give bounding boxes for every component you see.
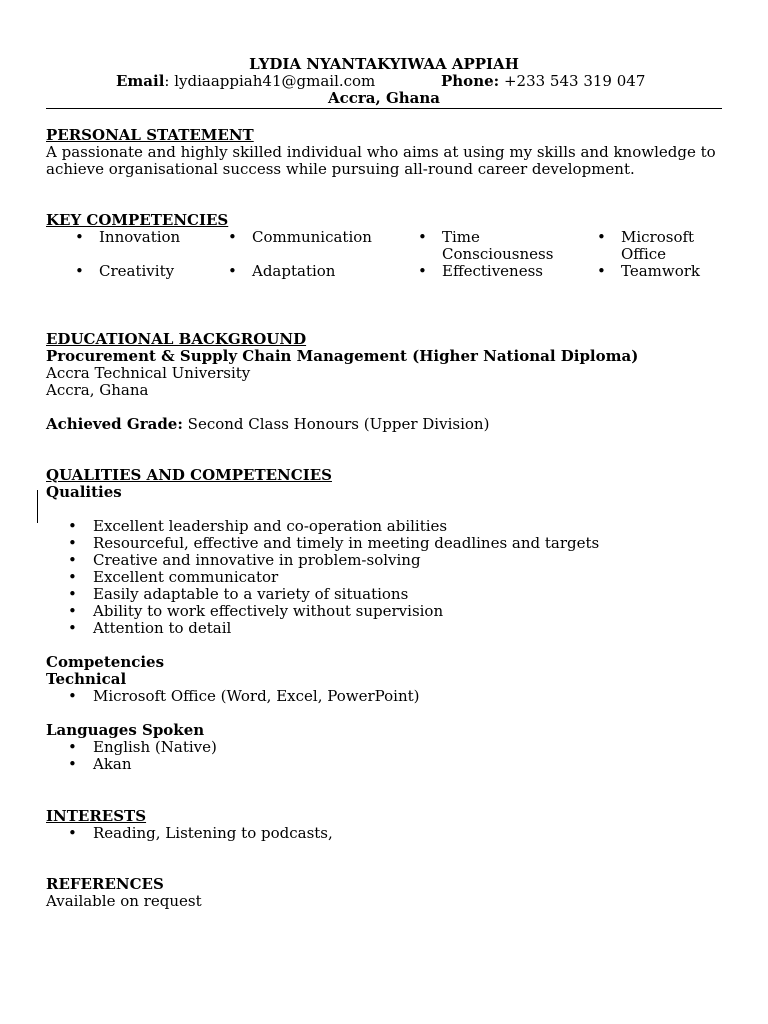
grade-value: Second Class Honours (Upper Division) xyxy=(187,415,490,433)
qualities-subheading: Qualities xyxy=(46,483,122,501)
personal-statement-heading: PERSONAL STATEMENT xyxy=(46,126,254,144)
key-competencies-grid: • Innovation • Communication • Time Consciousness • Microsoft Office • Creativity • Adaptation • Effectiveness • Teamwork xyxy=(75,228,701,280)
email-label: Email xyxy=(116,72,165,90)
candidate-name: LYDIA NYANTAKYIWAA APPIAH xyxy=(249,55,519,73)
bullet-icon: • xyxy=(68,585,77,603)
qualities-list xyxy=(46,518,722,637)
education-location: Accra, Ghana xyxy=(46,381,149,399)
bullet-icon: • xyxy=(68,738,77,756)
list-item: • Excellent leadership and co-operation abilities xyxy=(68,517,448,535)
bullet-icon: • xyxy=(597,262,606,280)
languages-list xyxy=(46,739,722,773)
grade-label: Achieved Grade: xyxy=(46,415,183,433)
phone-block xyxy=(441,73,645,90)
bullet-icon: • xyxy=(68,602,77,620)
text-cursor xyxy=(37,490,38,523)
bullet-icon: • xyxy=(418,262,427,280)
bullet-icon: • xyxy=(418,228,427,246)
qualities-heading: QUALITIES AND COMPETENCIES xyxy=(46,466,332,484)
list-item: • Microsoft Office (Word, Excel, PowerPoint) xyxy=(68,687,420,705)
education-heading: EDUCATIONAL BACKGROUND xyxy=(46,330,307,348)
list-item: • Excellent communicator xyxy=(68,568,279,586)
bullet-icon: • xyxy=(68,551,77,569)
contact-line xyxy=(46,73,722,90)
education-grade xyxy=(46,416,722,433)
list-item: • Attention to detail xyxy=(68,619,232,637)
education-institution: Accra Technical University xyxy=(46,364,251,382)
key-competencies-heading: KEY COMPETENCIES xyxy=(46,211,229,229)
bullet-icon: • xyxy=(68,568,77,586)
technical-heading: Technical xyxy=(46,670,127,688)
languages-heading: Languages Spoken xyxy=(46,721,205,739)
references-text: Available on request xyxy=(46,892,202,910)
competencies-heading: Competencies xyxy=(46,653,165,671)
education-program: Procurement & Supply Chain Management (Higher National Diploma) xyxy=(46,347,639,365)
header-location: Accra, Ghana xyxy=(327,89,441,107)
resume-page xyxy=(46,56,722,910)
phone-value: +233 543 319 047 xyxy=(503,72,646,90)
list-item: • Resourceful, effective and timely in meeting deadlines and targets xyxy=(68,534,600,552)
bullet-icon: • xyxy=(68,619,77,637)
list-item: • Ability to work effectively without supervision xyxy=(68,602,444,620)
personal-statement-text: A passionate and highly skilled individual who aims at using my skills and knowledge to achieve organisational success while pursuing all-round career development. xyxy=(46,143,716,178)
technical-list xyxy=(46,688,722,705)
interests-heading: INTERESTS xyxy=(46,807,147,825)
list-item: • Reading, Listening to podcasts, xyxy=(68,824,333,842)
phone-label: Phone: xyxy=(441,72,500,90)
list-item: • Easily adaptable to a variety of situations xyxy=(68,585,409,603)
interests-list xyxy=(46,825,722,842)
email-value[interactable]: lydiaappiah41@gmail.com xyxy=(174,72,376,90)
list-item: • English (Native) xyxy=(68,738,217,756)
references-heading: REFERENCES xyxy=(46,875,164,893)
bullet-icon: • xyxy=(68,755,77,773)
bullet-icon: • xyxy=(228,262,237,280)
bullet-icon: • xyxy=(75,228,84,246)
email-block: Email: lydiaappiah41@gmail.com xyxy=(116,72,376,90)
list-item: • Creative and innovative in problem-solving xyxy=(68,551,421,569)
bullet-icon: • xyxy=(75,262,84,280)
bullet-icon: • xyxy=(228,228,237,246)
bullet-icon: • xyxy=(68,687,77,705)
bullet-icon: • xyxy=(68,534,77,552)
list-item: • Akan xyxy=(68,755,132,773)
bullet-icon: • xyxy=(68,517,77,535)
bullet-icon: • xyxy=(597,228,606,246)
bullet-icon: • xyxy=(68,824,77,842)
